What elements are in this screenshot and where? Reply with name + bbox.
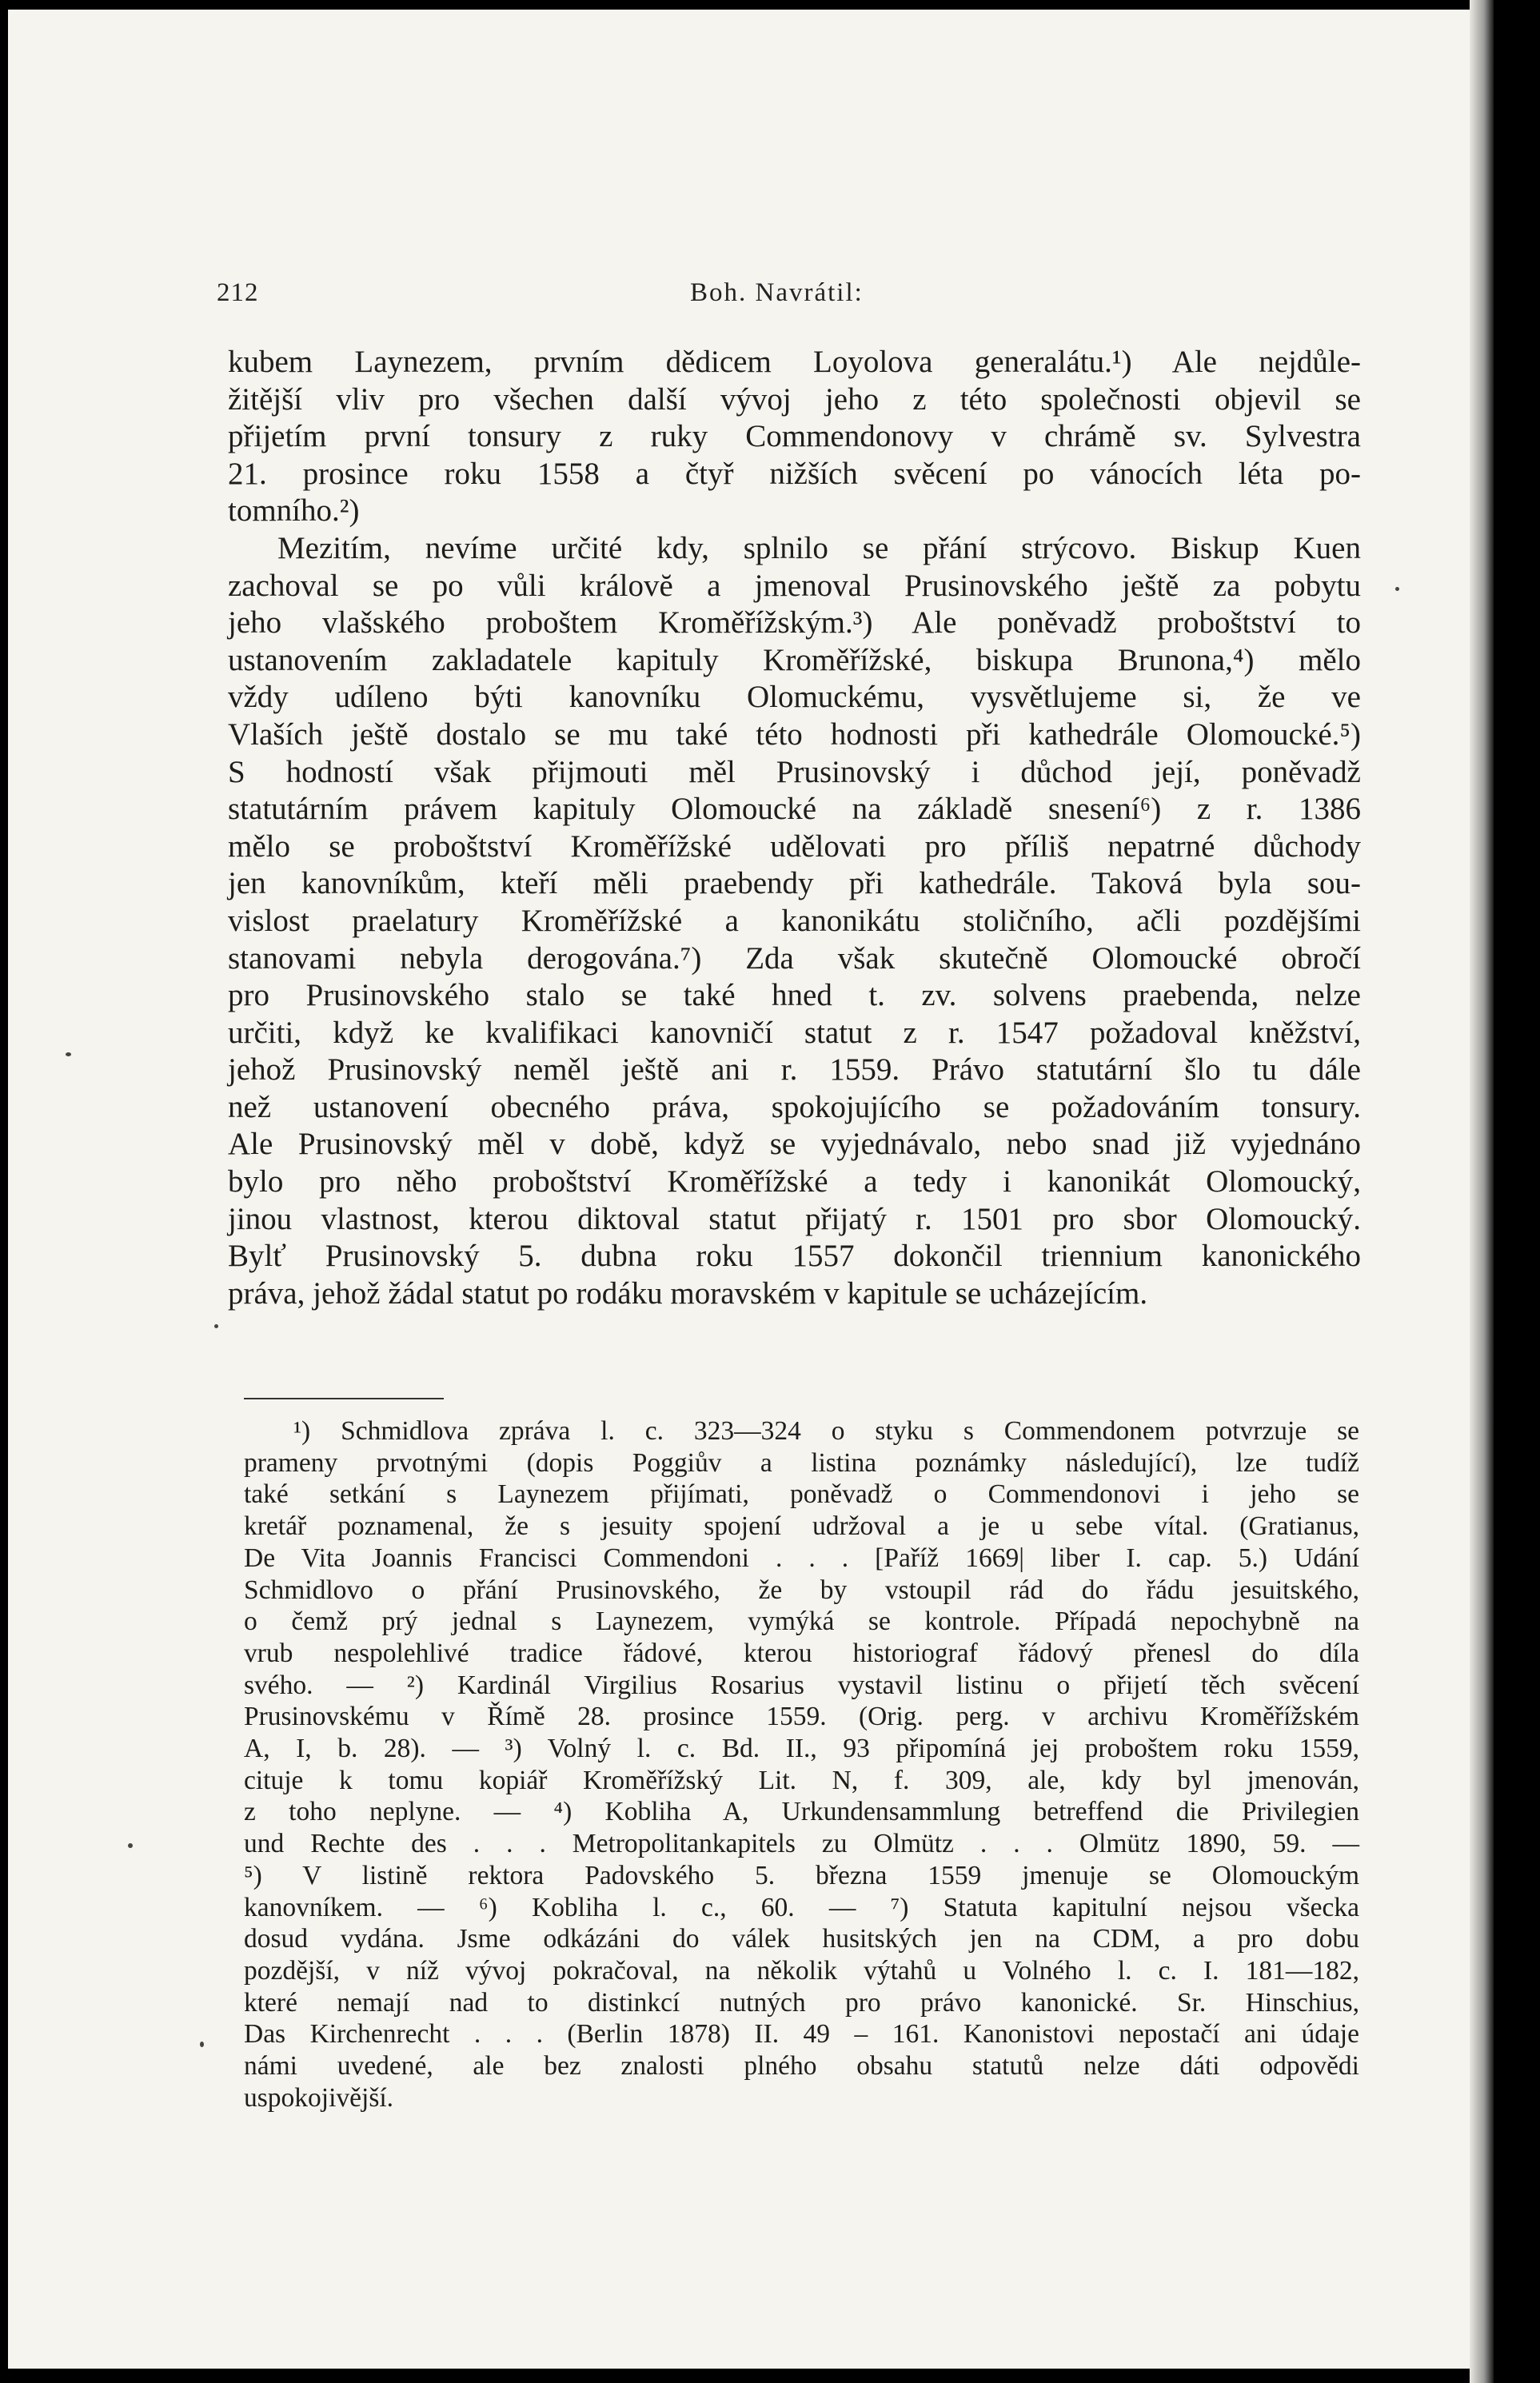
footnote-line: uspokojivější. bbox=[244, 2082, 394, 2113]
page-number: 212 bbox=[217, 278, 259, 307]
body-line: žitější vliv pro všechen další vývoj jeho z této společnosti objevil se bbox=[228, 381, 1361, 417]
footnote-line: prameny prvotnými (dopis Poggiův a listina poznámky následující), lze tudíž bbox=[244, 1447, 1359, 1478]
body-text bbox=[228, 344, 1361, 1312]
body-line: tomního.²) bbox=[228, 493, 360, 529]
body-line: ustanovením zakladatele kapituly Kroměřížské, biskupa Brunona,⁴) mělo bbox=[228, 642, 1361, 677]
body-line: kubem Laynezem, prvním dědicem Loyolova generalátu.¹) Ale nejdůle- bbox=[228, 345, 1361, 379]
body-line: 21. prosince roku 1558 a čtyř nižších svěcení po vánocích léta po- bbox=[228, 456, 1361, 491]
footnote-line: ⁵) V listině rektora Padovského 5. března 1559 jmenuje se Olomouckým bbox=[244, 1860, 1359, 1890]
footnote-line: De Vita Joannis Francisci Commendoni . . . [Paříž 1669| liber I. cap. 5.) Udání bbox=[244, 1543, 1359, 1573]
body-line: pro Prusinovského stalo se také hned t. zv. solvens praebenda, nelze bbox=[228, 978, 1361, 1013]
footnote-line: und Rechte des . . . Metropolitankapitels zu Olmütz . . . Olmütz 1890, 59. — bbox=[244, 1829, 1359, 1859]
scan-speck bbox=[128, 1843, 133, 1848]
footnote-line: námi uvedené, ale bez znalosti plného obsahu statutů nelze dáti odpovědi bbox=[244, 2051, 1359, 2082]
body-line: Bylť Prusinovský 5. dubna roku 1557 dokončil triennium kanonického bbox=[228, 1239, 1361, 1274]
body-line: statutárním právem kapituly Olomoucké na základě snesení⁶) z r. 1386 bbox=[228, 792, 1361, 827]
footnote-line: cituje k tomu kopiář Kroměřížský Lit. N, f. 309, ale, kdy byl jmenován, bbox=[244, 1765, 1359, 1795]
footnote-line: Prusinovskému v Římě 28. prosince 1559. (Orig. perg. v archivu Kroměřížském bbox=[244, 1702, 1359, 1732]
body-line: jehož Prusinovský neměl ještě ani r. 1559. Právo statutární šlo tu dále bbox=[228, 1052, 1361, 1088]
footnote-line: kanovníkem. — ⁶) Kobliha l. c., 60. — ⁷) Statuta kapitulní nejsou všecka bbox=[244, 1892, 1359, 1922]
footnote-line: které nemají nad to distinkcí nutných pro právo kanonické. Sr. Hinschius, bbox=[244, 1987, 1359, 2018]
body-line: než ustanovení obecného práva, spokojujícího se požadováním tonsury. bbox=[228, 1089, 1361, 1124]
body-line: jen kanovníkům, kteří měli praebendy při kathedrále. Taková byla sou- bbox=[228, 866, 1361, 901]
body-line: určiti, když ke kvalifikaci kanovničí statut z r. 1547 požadoval kněžství, bbox=[228, 1015, 1361, 1050]
footnote-line: ¹) Schmidlova zpráva l. c. 323—324 o styku s Commendonem potvrzuje se bbox=[293, 1416, 1359, 1446]
body-line: vždy udíleno býti kanovníku Olomuckému, vysvětlujeme si, že ve bbox=[228, 680, 1361, 715]
footnote-line: A, I, b. 28). — ³) Volný l. c. Bd. II., 93 připomíná jej proboštem roku 1559, bbox=[244, 1734, 1359, 1764]
footnote-line: o čemž prý jednal s Laynezem, vymýká se kontrole. Případá nepochybně na bbox=[244, 1607, 1359, 1637]
footnote-line: dosud vydána. Jsme odkázáni do válek husitských jen na CDM, a pro dobu bbox=[244, 1924, 1359, 1954]
footnotes bbox=[244, 1415, 1359, 2114]
body-line: přijetím první tonsury z ruky Commendonovy v chrámě sv. Sylvestra bbox=[228, 419, 1361, 454]
body-line: zachoval se po vůli královĕ a jmenoval Prusinovského ještě za pobytu bbox=[228, 568, 1361, 603]
footnote-line: kretář poznamenal, že s jesuity spojení udržoval a je u sebe vítal. (Gratianus, bbox=[244, 1511, 1359, 1542]
scan-speck bbox=[66, 1052, 71, 1056]
body-line: Vlaších ještě dostalo se mu také této hodnosti při kathedrále Olomoucké.⁵) bbox=[228, 716, 1361, 752]
body-line: S hodností však přijmouti měl Prusinovský i důchod její, poněvadž bbox=[228, 754, 1361, 789]
body-line: mělo se proboštství Kroměřížské udělovati pro příliš nepatrné důchody bbox=[228, 828, 1361, 864]
running-head: Boh. Navrátil: bbox=[690, 278, 864, 307]
body-line: vislost praelatury Kroměřížské a kanonikátu stoličního, ačli pozdějšími bbox=[228, 903, 1361, 938]
scan-speck bbox=[214, 1324, 218, 1328]
body-line: bylo pro něho proboštství Kroměřížské a tedy i kanonikát Olomoucký, bbox=[228, 1164, 1361, 1199]
body-line: jeho vlašského proboštem Kroměřížským.³) Ale poněvadž proboštství to bbox=[228, 605, 1361, 641]
scan-speck bbox=[200, 2042, 204, 2047]
footnote-divider bbox=[244, 1398, 444, 1399]
footnote-line: pozdější, v níž vývoj pokračoval, na několik výtahů u Volného l. c. I. 181—182, bbox=[244, 1955, 1359, 1986]
footnote-line: Das Kirchenrecht . . . (Berlin 1878) II. 49 – 161. Kanonistovi nepostačí ani údaje bbox=[244, 2019, 1359, 2050]
footnote-line: Schmidlovo o přání Prusinovského, že by vstoupil rád do řádu jesuitského, bbox=[244, 1575, 1359, 1605]
footnote-line: vrub nespolehlivé tradice řádové, kterou historiograf řádový přenesl do díla bbox=[244, 1638, 1359, 1668]
footnote-line: také setkání s Laynezem přijímati, poněvadž o Commendonovi i jeho se bbox=[244, 1479, 1359, 1510]
body-line: jinou vlastnost, kterou diktoval statut přijatý r. 1501 pro sbor Olomoucký. bbox=[228, 1201, 1361, 1236]
scan-speck bbox=[1395, 587, 1399, 591]
footnote-line: svého. — ²) Kardinál Virgilius Rosarius vystavil listinu o přijetí těch svěcení bbox=[244, 1670, 1359, 1700]
body-line: Ale Prusinovský měl v době, když se vyjednávalo, nebo snad již vyjednáno bbox=[228, 1127, 1361, 1162]
body-line: práva, jehož žádal statut po rodáku moravském v kapitule se ucházejícím. bbox=[228, 1275, 1148, 1311]
footnote-line: z toho neplyne. — ⁴) Kobliha A, Urkundensammlung betreffend die Privilegien bbox=[244, 1797, 1359, 1827]
body-line: stanovami nebyla derogována.⁷) Zda však skutečně Olomoucké obročí bbox=[228, 940, 1361, 976]
body-line: Mezitím, nevíme určité kdy, splnilo se přání strýcovo. Biskup Kuen bbox=[277, 530, 1361, 565]
scan-edge-shadow bbox=[1470, 0, 1494, 2383]
page-header bbox=[210, 278, 1354, 326]
